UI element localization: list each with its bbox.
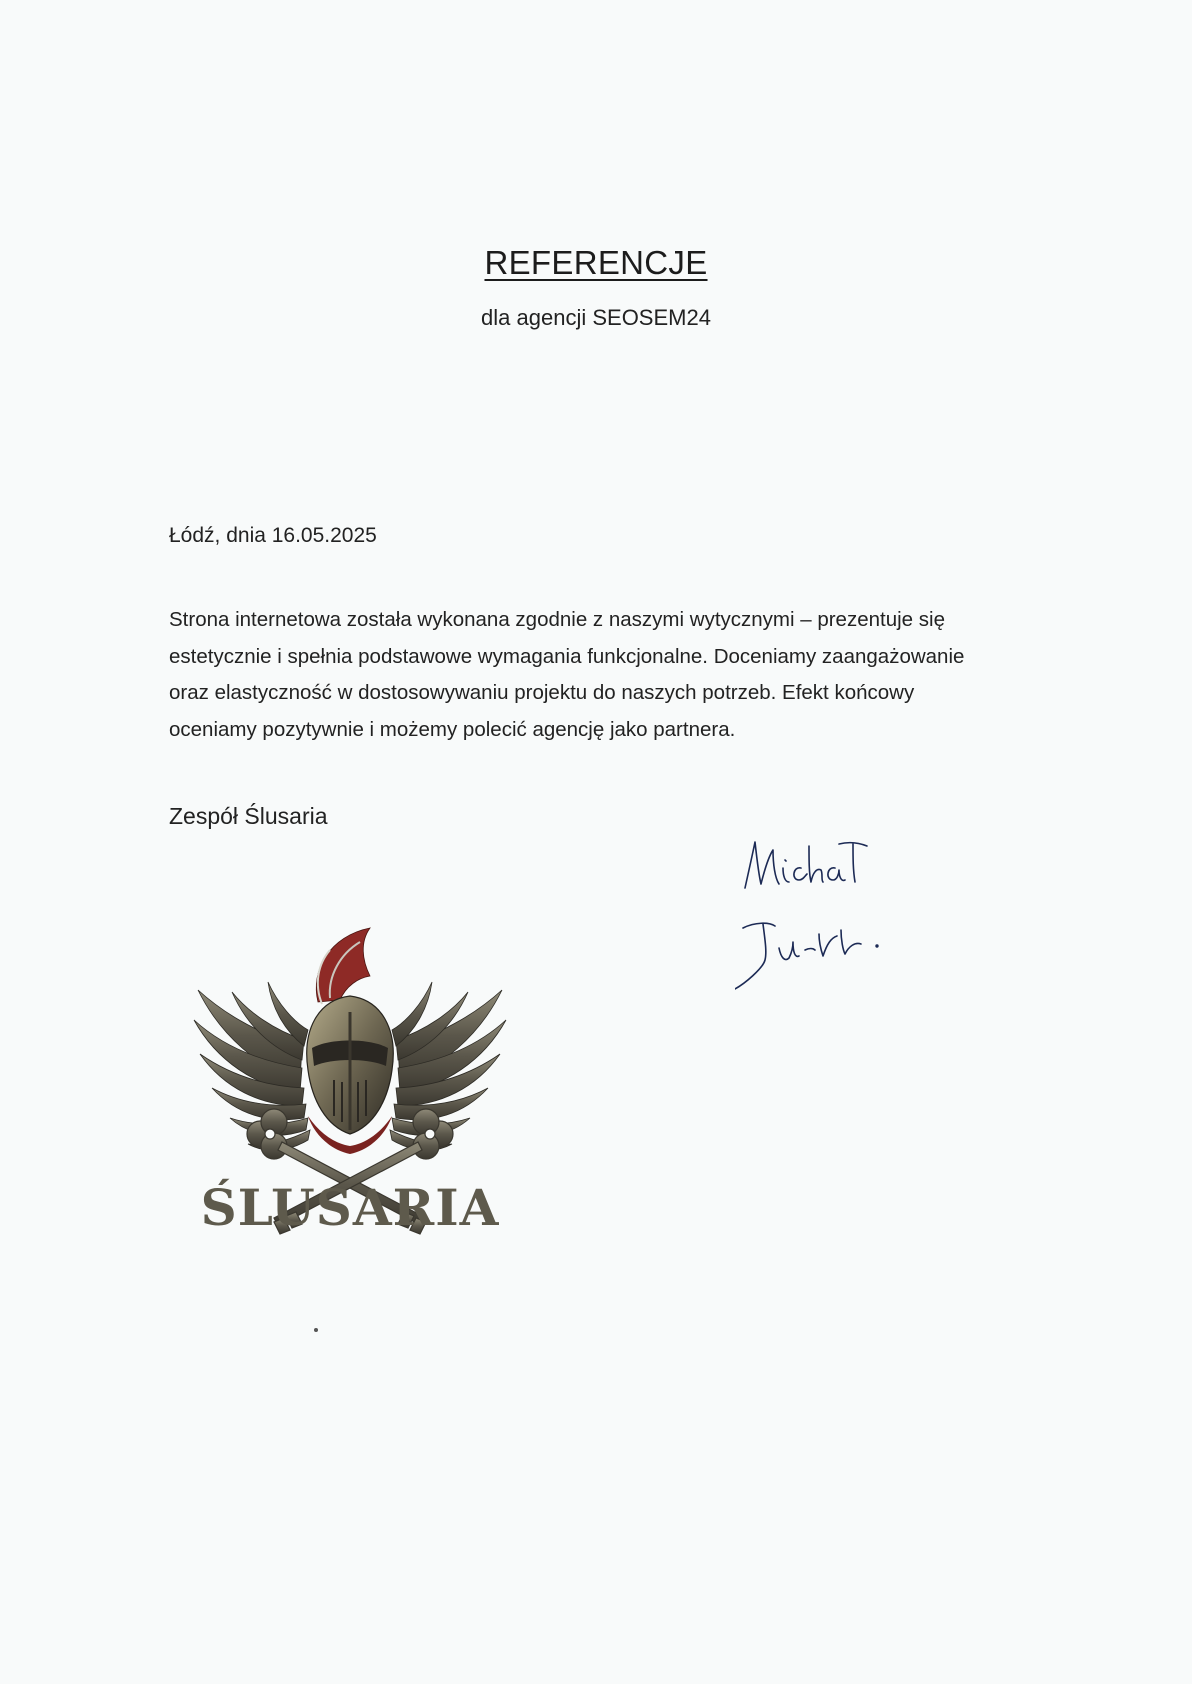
document-title-text: REFERENCJE — [484, 244, 708, 281]
scan-speck — [314, 1328, 318, 1332]
body-line: oraz elastyczność w dostosowywaniu projektu do naszych potrzeb. Efekt końcowy — [169, 681, 915, 704]
body-line: estetycznie i spełnia podstawowe wymagania funkcjonalne. Doceniamy zaangażowanie — [169, 644, 965, 668]
document-subtitle: dla agencji SEOSEM24 — [481, 305, 711, 330]
logo-wordmark: ŚLUSARIA — [200, 1178, 500, 1237]
reference-body — [169, 602, 1029, 748]
body-line: oceniamy pozytywnie i możemy polecić agencję jako partnera. — [169, 717, 736, 741]
body-line: Strona internetowa została wykonana zgodnie z naszymi wytycznymi – prezentuje się — [169, 608, 945, 631]
document-title — [0, 244, 1192, 282]
place-date: Łódź, dnia 16.05.2025 — [169, 524, 377, 547]
signature-icon — [735, 830, 925, 1000]
closing-signoff: Zespół Ślusaria — [169, 803, 328, 829]
